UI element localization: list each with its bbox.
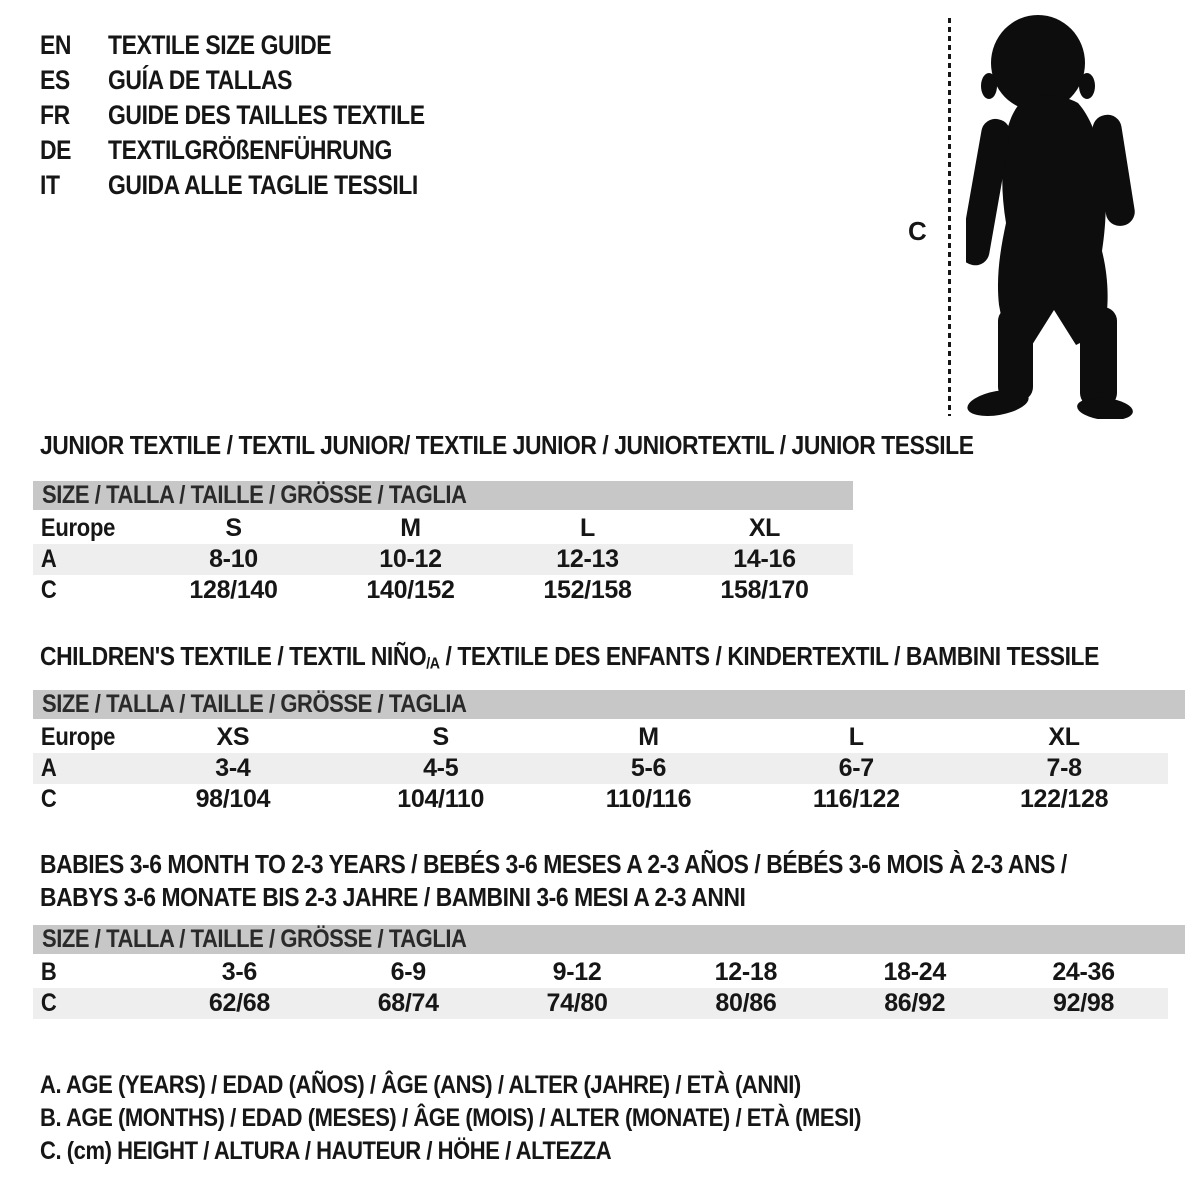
row-label: B <box>40 958 57 986</box>
language-title: GUIDA ALLE TAGLIE TESSILI <box>108 170 418 200</box>
height-cell: 74/80 <box>546 989 608 1017</box>
table-row-c <box>33 575 853 606</box>
height-cell: 86/92 <box>884 989 946 1017</box>
table-row-a <box>33 544 853 575</box>
legend-line-a: A. AGE (YEARS) / EDAD (AÑOS) / ÂGE (ANS) / ALTER (JAHRE) / ETÀ (ANNI) <box>40 1071 801 1099</box>
row-label: Europe <box>40 723 116 751</box>
size-header-label: SIZE / TALLA / TAILLE / GRÖSSE / TAGLIA <box>42 925 467 953</box>
age-cell: 6-7 <box>838 754 874 782</box>
table-row-b <box>33 957 1168 988</box>
age-cell: 24-36 <box>1052 958 1115 986</box>
children-heading-text: CHILDREN'S TEXTILE / TEXTIL NIÑO <box>40 641 427 671</box>
language-row <box>40 63 425 98</box>
age-cell: 8-10 <box>209 545 258 573</box>
size-cell: L <box>848 723 864 751</box>
size-cell: XL <box>748 514 781 542</box>
height-cell: 92/98 <box>1053 989 1115 1017</box>
age-cell: 12-18 <box>714 958 778 986</box>
language-code: IT <box>40 170 60 200</box>
language-row <box>40 98 425 133</box>
height-dotted-line <box>948 18 951 416</box>
row-label: Europe <box>40 514 116 542</box>
row-label: C <box>40 785 57 813</box>
size-cell: XS <box>216 723 250 751</box>
language-row <box>40 28 425 63</box>
children-heading-text: / TEXTILE DES ENFANTS / KINDERTEXTIL / BAMBINI TESSILE <box>439 641 1099 671</box>
toddler-silhouette-icon <box>966 13 1138 419</box>
height-cell: 122/128 <box>1019 785 1109 813</box>
language-code: ES <box>40 65 70 95</box>
table-row-europe <box>33 722 1168 753</box>
height-cell: 152/158 <box>543 576 632 604</box>
age-cell: 10-12 <box>379 545 442 573</box>
height-cell: 116/122 <box>812 785 900 813</box>
height-cell: 110/116 <box>605 785 692 813</box>
age-cell: 3-4 <box>215 754 251 782</box>
size-header-bar <box>33 925 1185 954</box>
size-header-bar <box>33 481 853 510</box>
size-cell: M <box>638 723 659 751</box>
height-cell: 80/86 <box>715 989 777 1017</box>
size-header-label: SIZE / TALLA / TAILLE / GRÖSSE / TAGLIA <box>42 690 467 718</box>
age-cell: 3-6 <box>221 958 258 986</box>
legend-line-b: B. AGE (MONTHS) / EDAD (MESES) / ÂGE (MOIS) / ALTER (MONATE) / ETÀ (MESI) <box>40 1104 861 1132</box>
measure-legend <box>40 1069 973 1168</box>
table-row-europe <box>33 513 853 544</box>
age-cell: 9-12 <box>552 958 602 986</box>
babies-section-heading-line2: BABYS 3-6 MONATE BIS 2-3 JAHRE / BAMBINI 3-6 MESI A 2-3 ANNI <box>40 882 746 912</box>
age-cell: 4-5 <box>423 754 459 782</box>
height-cell: 68/74 <box>377 989 439 1017</box>
size-cell: XL <box>1048 723 1080 751</box>
age-cell: 18-24 <box>883 958 946 986</box>
language-code: FR <box>40 100 70 130</box>
children-size-table <box>33 690 1185 815</box>
language-title: TEXTILGRÖßENFÜHRUNG <box>108 135 392 165</box>
children-section-heading <box>40 641 1099 674</box>
table-row-c <box>33 988 1168 1019</box>
language-row <box>40 168 425 203</box>
language-code: EN <box>40 30 72 60</box>
age-cell: 5-6 <box>630 754 667 782</box>
height-cell: 140/152 <box>366 576 455 604</box>
language-title: TEXTILE SIZE GUIDE <box>108 30 332 60</box>
size-cell: S <box>432 723 449 751</box>
size-cell: S <box>225 514 242 542</box>
height-cell: 98/104 <box>195 785 271 813</box>
size-cell: M <box>400 514 421 542</box>
size-cell: L <box>580 514 595 542</box>
babies-section-heading-line1: BABIES 3-6 MONTH TO 2-3 YEARS / BEBÉS 3-6 MESES A 2-3 AÑOS / BÉBÉS 3-6 MOIS À 2-3 ANS / <box>40 849 1067 879</box>
age-cell: 7-8 <box>1046 754 1082 782</box>
height-dimension-label: C <box>908 216 927 246</box>
children-heading-subscript: /A <box>426 654 440 673</box>
language-title-list <box>40 28 493 203</box>
row-label: C <box>40 576 57 604</box>
legend-line-c: C. (cm) HEIGHT / ALTURA / HAUTEUR / HÖHE / ALTEZZA <box>40 1137 612 1165</box>
junior-size-table <box>33 481 853 606</box>
junior-section-heading: JUNIOR TEXTILE / TEXTIL JUNIOR/ TEXTILE JUNIOR / JUNIORTEXTIL / JUNIOR TESSILE <box>40 430 974 460</box>
height-cell: 128/140 <box>189 576 278 604</box>
height-cell: 158/170 <box>720 576 809 604</box>
table-row-a <box>33 753 1168 784</box>
language-title: GUÍA DE TALLAS <box>108 65 293 95</box>
row-label: A <box>40 545 57 573</box>
age-cell: 14-16 <box>733 545 796 573</box>
language-code: DE <box>40 135 72 165</box>
row-label: C <box>40 989 57 1017</box>
age-cell: 12-13 <box>556 545 619 573</box>
language-title: GUIDE DES TAILLES TEXTILE <box>108 100 425 130</box>
size-header-bar <box>33 690 1185 719</box>
table-row-c <box>33 784 1168 815</box>
language-row <box>40 133 425 168</box>
babies-size-table <box>33 925 1185 1019</box>
age-cell: 6-9 <box>390 958 426 986</box>
row-label: A <box>40 754 57 782</box>
size-header-label: SIZE / TALLA / TAILLE / GRÖSSE / TAGLIA <box>42 481 467 509</box>
height-cell: 62/68 <box>208 989 270 1017</box>
height-cell: 104/110 <box>397 785 485 813</box>
